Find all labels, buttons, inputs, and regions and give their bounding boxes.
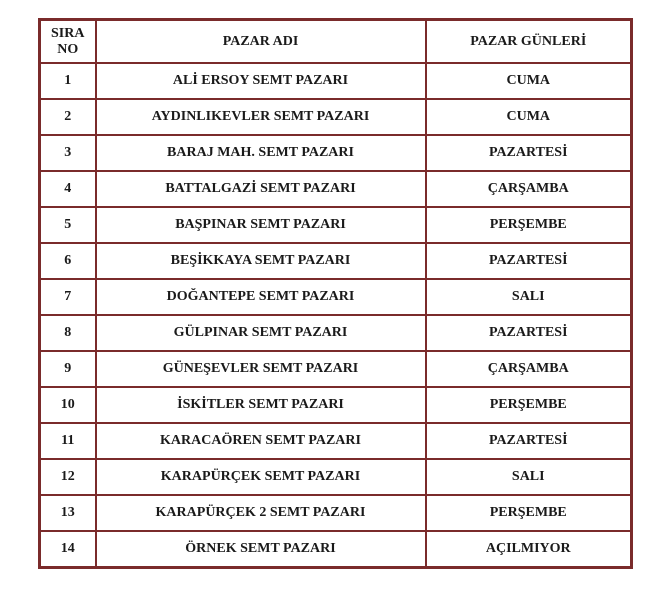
row-number-cell: 10 xyxy=(40,387,96,423)
row-number-cell: 3 xyxy=(40,135,96,171)
row-number-cell: 2 xyxy=(40,99,96,135)
market-name-cell: BEŞİKKAYA SEMT PAZARI xyxy=(96,243,426,279)
market-day-cell: ÇARŞAMBA xyxy=(426,171,632,207)
market-name-cell: AYDINLIKEVLER SEMT PAZARI xyxy=(96,99,426,135)
row-number-cell: 14 xyxy=(40,531,96,568)
table-row xyxy=(40,351,632,387)
market-day-cell: SALI xyxy=(426,459,632,495)
row-number-cell: 9 xyxy=(40,351,96,387)
header-sira-no xyxy=(40,20,96,64)
table-row xyxy=(40,387,632,423)
header-pazar-gunleri: PAZAR GÜNLERİ xyxy=(426,20,632,64)
header-sira-no-line2: NO xyxy=(57,41,79,57)
table-row xyxy=(40,531,632,568)
row-number-cell: 13 xyxy=(40,495,96,531)
market-day-cell: SALI xyxy=(426,279,632,315)
market-day-cell: PAZARTESİ xyxy=(426,243,632,279)
market-name-cell: GÜNEŞEVLER SEMT PAZARI xyxy=(96,351,426,387)
table-body xyxy=(40,63,632,568)
table-row xyxy=(40,423,632,459)
table-row xyxy=(40,315,632,351)
table-row xyxy=(40,135,632,171)
market-name-cell: KARAPÜRÇEK 2 SEMT PAZARI xyxy=(96,495,426,531)
row-number-cell: 11 xyxy=(40,423,96,459)
market-day-cell: AÇILMIYOR xyxy=(426,531,632,568)
market-name-cell: DOĞANTEPE SEMT PAZARI xyxy=(96,279,426,315)
market-day-cell: PAZARTESİ xyxy=(426,423,632,459)
market-day-cell: PERŞEMBE xyxy=(426,495,632,531)
market-name-cell: ÖRNEK SEMT PAZARI xyxy=(96,531,426,568)
market-name-cell: İSKİTLER SEMT PAZARI xyxy=(96,387,426,423)
market-schedule-table xyxy=(38,18,633,569)
market-day-cell: ÇARŞAMBA xyxy=(426,351,632,387)
market-name-cell: GÜLPINAR SEMT PAZARI xyxy=(96,315,426,351)
table-row xyxy=(40,459,632,495)
table-row xyxy=(40,207,632,243)
row-number-cell: 7 xyxy=(40,279,96,315)
table-row xyxy=(40,99,632,135)
row-number-cell: 1 xyxy=(40,63,96,99)
market-name-cell: ALİ ERSOY SEMT PAZARI xyxy=(96,63,426,99)
market-name-cell: KARAPÜRÇEK SEMT PAZARI xyxy=(96,459,426,495)
table-row xyxy=(40,243,632,279)
market-day-cell: CUMA xyxy=(426,99,632,135)
market-name-cell: KARACAÖREN SEMT PAZARI xyxy=(96,423,426,459)
header-pazar-adi: PAZAR ADI xyxy=(96,20,426,64)
row-number-cell: 8 xyxy=(40,315,96,351)
market-day-cell: PAZARTESİ xyxy=(426,135,632,171)
row-number-cell: 6 xyxy=(40,243,96,279)
table-row xyxy=(40,279,632,315)
table-row xyxy=(40,495,632,531)
row-number-cell: 5 xyxy=(40,207,96,243)
market-day-cell: PERŞEMBE xyxy=(426,387,632,423)
market-name-cell: BATTALGAZİ SEMT PAZARI xyxy=(96,171,426,207)
table-row xyxy=(40,63,632,99)
row-number-cell: 12 xyxy=(40,459,96,495)
market-day-cell: CUMA xyxy=(426,63,632,99)
header-sira-no-line1: SIRA xyxy=(51,25,85,41)
table-row xyxy=(40,171,632,207)
market-name-cell: BARAJ MAH. SEMT PAZARI xyxy=(96,135,426,171)
table-header-row xyxy=(40,20,632,64)
market-day-cell: PERŞEMBE xyxy=(426,207,632,243)
row-number-cell: 4 xyxy=(40,171,96,207)
market-day-cell: PAZARTESİ xyxy=(426,315,632,351)
market-name-cell: BAŞPINAR SEMT PAZARI xyxy=(96,207,426,243)
